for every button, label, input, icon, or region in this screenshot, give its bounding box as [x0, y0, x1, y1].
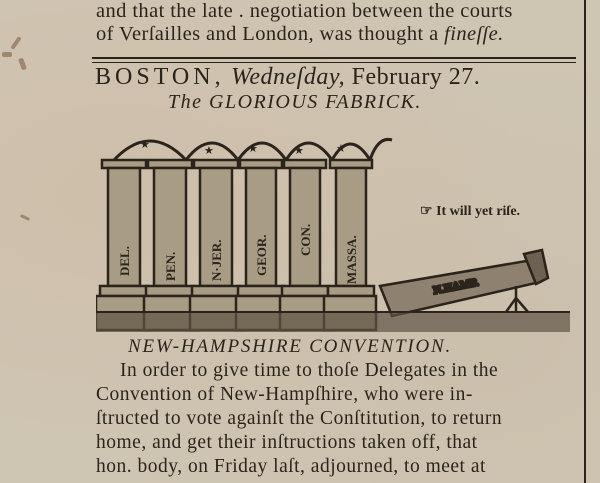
svg-text:★: ★ — [248, 143, 258, 155]
svg-text:★: ★ — [140, 139, 150, 151]
dateline-city: BOSTON, — [95, 64, 225, 90]
glorious-fabrick-woodcut — [96, 126, 572, 336]
cartoon-title-prefix: The — [168, 91, 203, 113]
pointing-hand-icon: ☞ — [420, 204, 433, 219]
pillar-label-geor: GEOR. — [254, 234, 269, 276]
article-line: In order to give time to thoſe Delegates in the — [120, 360, 499, 381]
svg-text:★: ★ — [294, 145, 304, 157]
cartoon-title — [168, 91, 422, 114]
pillars — [96, 160, 376, 330]
pillar-label-massa: MASSA. — [344, 235, 359, 284]
cartoon-caption-text: It will yet riſe. — [436, 204, 521, 219]
pillar-label-con: CON. — [298, 223, 313, 256]
ground-icon — [96, 312, 570, 332]
dateline — [95, 64, 480, 91]
fallen-pillar-label: N.HAMP. — [432, 276, 480, 297]
fallen-pillar — [380, 250, 548, 316]
svg-text:★: ★ — [336, 143, 346, 155]
cartoon-caption — [420, 203, 520, 220]
article-line: Convention of New-Hampſhire, who were in- — [96, 384, 473, 405]
previous-article-text: of Verſailles and London, was thought a — [96, 23, 445, 45]
previous-article-line-2 — [96, 23, 504, 46]
article-headline: NEW-HAMPSHIRE CONVENTION. — [128, 336, 452, 357]
previous-article-line-1: and that the late . negotiation between the courts — [96, 0, 513, 22]
previous-article-italic: fineſſe. — [444, 23, 504, 45]
article-line: hon. body, on Friday laſt, adjourned, to meet at — [96, 456, 486, 477]
article-line: home, and get their inſtructions taken off, that — [96, 432, 478, 453]
ink-stain — [2, 52, 12, 57]
section-rule-thick — [92, 57, 576, 59]
section-rule-thin — [92, 62, 576, 63]
pillar-label-njer: N·JER. — [209, 239, 224, 281]
svg-text:★: ★ — [204, 145, 214, 157]
cartoon-title-text: GLORIOUS FABRICK. — [209, 91, 422, 113]
dateline-weekday: Wedneſday, — [231, 64, 346, 90]
pillar-label-pen: PEN. — [163, 251, 178, 281]
pillar-label-del: DEL. — [117, 246, 132, 276]
dateline-date: February 27. — [351, 64, 481, 90]
article-line: ſtructed to vote againſt the Conſtitution, to return — [96, 408, 503, 429]
column-rule — [584, 0, 586, 483]
